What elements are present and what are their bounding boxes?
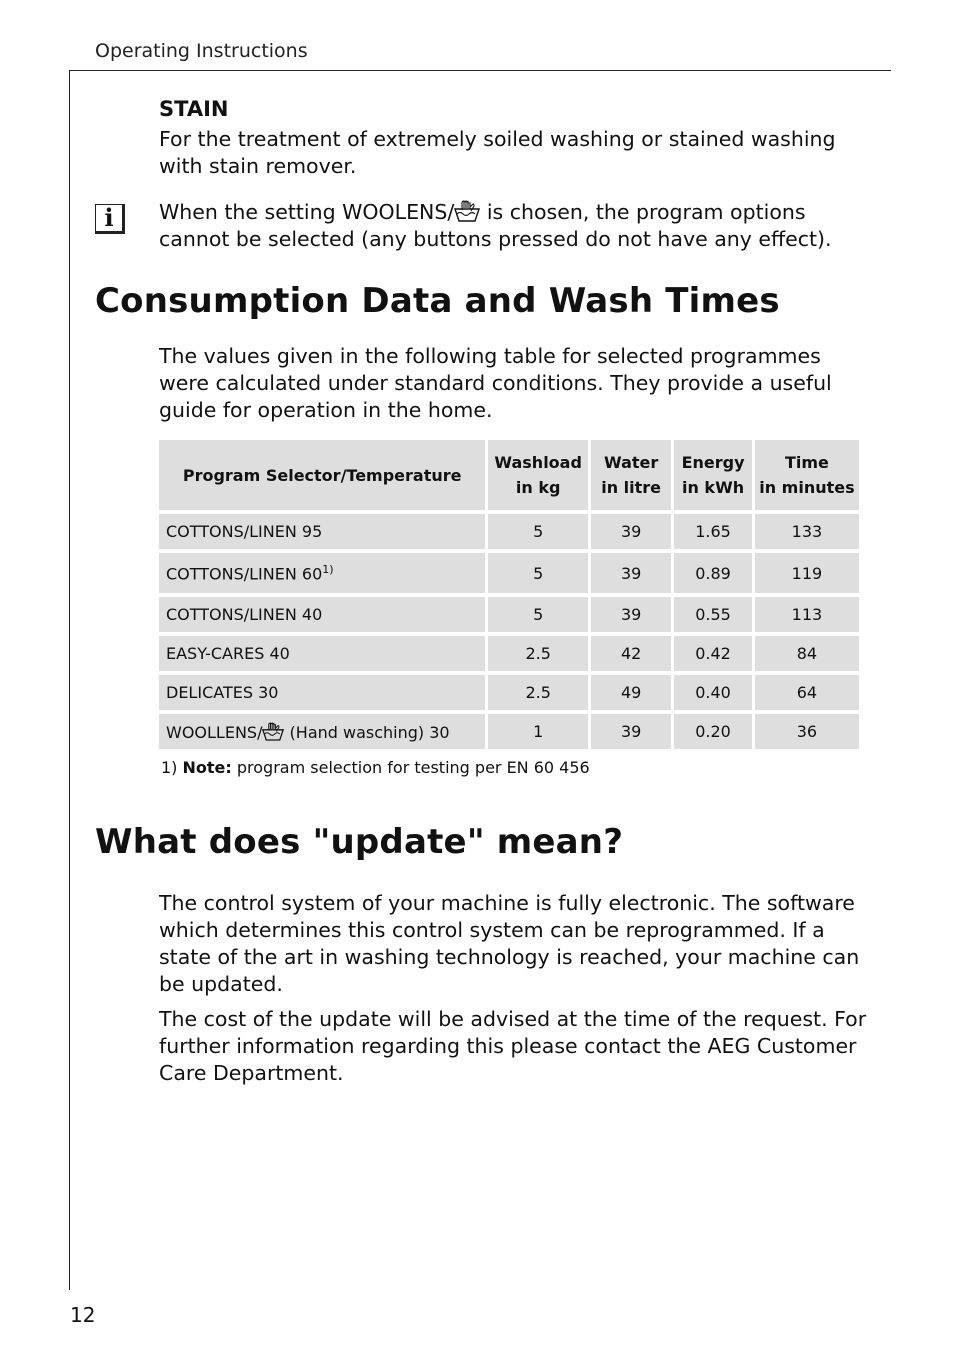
- table-header-row: [159, 440, 859, 510]
- program-cell: COTTONS/LINEN 95: [159, 514, 485, 549]
- washload-cell: 2.5: [488, 675, 588, 710]
- water-cell: 42: [591, 636, 671, 671]
- column-header-program: Program Selector/Temperature: [159, 440, 485, 510]
- stain-description: For the treatment of extremely soiled washing or stained washing with stain remover.: [159, 127, 836, 178]
- consumption-table: [156, 436, 862, 753]
- energy-cell: 0.40: [674, 675, 752, 710]
- update-title: What does "update" mean?: [95, 822, 624, 862]
- table-row: [159, 675, 859, 710]
- time-cell: 36: [755, 714, 859, 749]
- washload-cell: 2.5: [488, 636, 588, 671]
- table-footnote: 1) Note: program selection for testing per EN 60 456: [161, 758, 590, 777]
- header-rule: [69, 70, 891, 71]
- water-cell: 39: [591, 714, 671, 749]
- update-paragraph-1: The control system of your machine is fully electronic. The software which determines this control system can be reprogrammed. If a state of the art in washing technology is reached, your machine can be updated.: [159, 891, 860, 996]
- washload-cell: 5: [488, 514, 588, 549]
- energy-cell: 0.42: [674, 636, 752, 671]
- water-cell: 39: [591, 514, 671, 549]
- time-cell: 113: [755, 597, 859, 632]
- consumption-intro: The values given in the following table for selected programmes were calculated under standard conditions. They provide a useful guide for operation in the home.: [159, 344, 832, 422]
- energy-cell: 0.20: [674, 714, 752, 749]
- water-cell: 39: [591, 553, 671, 593]
- washload-cell: 5: [488, 597, 588, 632]
- washload-cell: 5: [488, 553, 588, 593]
- energy-cell: 1.65: [674, 514, 752, 549]
- table-row: [159, 514, 859, 549]
- water-cell: 39: [591, 597, 671, 632]
- table-row: [159, 636, 859, 671]
- program-cell: WOOLLENS/ (Hand wasching) 30: [159, 714, 485, 749]
- water-cell: 49: [591, 675, 671, 710]
- time-cell: 84: [755, 636, 859, 671]
- info-icon: i: [95, 204, 125, 234]
- info-note: When the setting WOOLENS/ is chosen, the program options cannot be selected (any buttons pressed do not have any effect).: [159, 200, 832, 251]
- washload-cell: 1: [488, 714, 588, 749]
- energy-cell: 0.55: [674, 597, 752, 632]
- column-header-energy: Energy in kWh: [674, 440, 752, 510]
- time-cell: 133: [755, 514, 859, 549]
- program-cell: EASY-CARES 40: [159, 636, 485, 671]
- program-cell: COTTONS/LINEN 40: [159, 597, 485, 632]
- program-cell: COTTONS/LINEN 60$^{1)}$: [159, 553, 485, 593]
- energy-cell: 0.89: [674, 553, 752, 593]
- update-paragraph-2: The cost of the update will be advised at the time of the request. For further information regarding this please contact the AEG Customer Care Department.: [159, 1007, 867, 1085]
- column-header-time: Time in minutes: [755, 440, 859, 510]
- margin-rule: [69, 70, 70, 1290]
- table-row: [159, 714, 859, 749]
- time-cell: 64: [755, 675, 859, 710]
- stain-heading: STAIN: [159, 97, 229, 121]
- table-row: [159, 553, 859, 593]
- consumption-title: Consumption Data and Wash Times: [95, 281, 780, 321]
- table-row: [159, 597, 859, 632]
- hand-wash-icon: [262, 722, 284, 741]
- running-header: Operating Instructions: [95, 40, 308, 62]
- program-cell: DELICATES 30: [159, 675, 485, 710]
- time-cell: 119: [755, 553, 859, 593]
- footnote-marker: 1): [322, 562, 334, 576]
- column-header-washload: Washload in kg: [488, 440, 588, 510]
- page-number: 12: [70, 1303, 96, 1327]
- hand-wash-icon: [454, 200, 480, 222]
- column-header-water: Water in litre: [591, 440, 671, 510]
